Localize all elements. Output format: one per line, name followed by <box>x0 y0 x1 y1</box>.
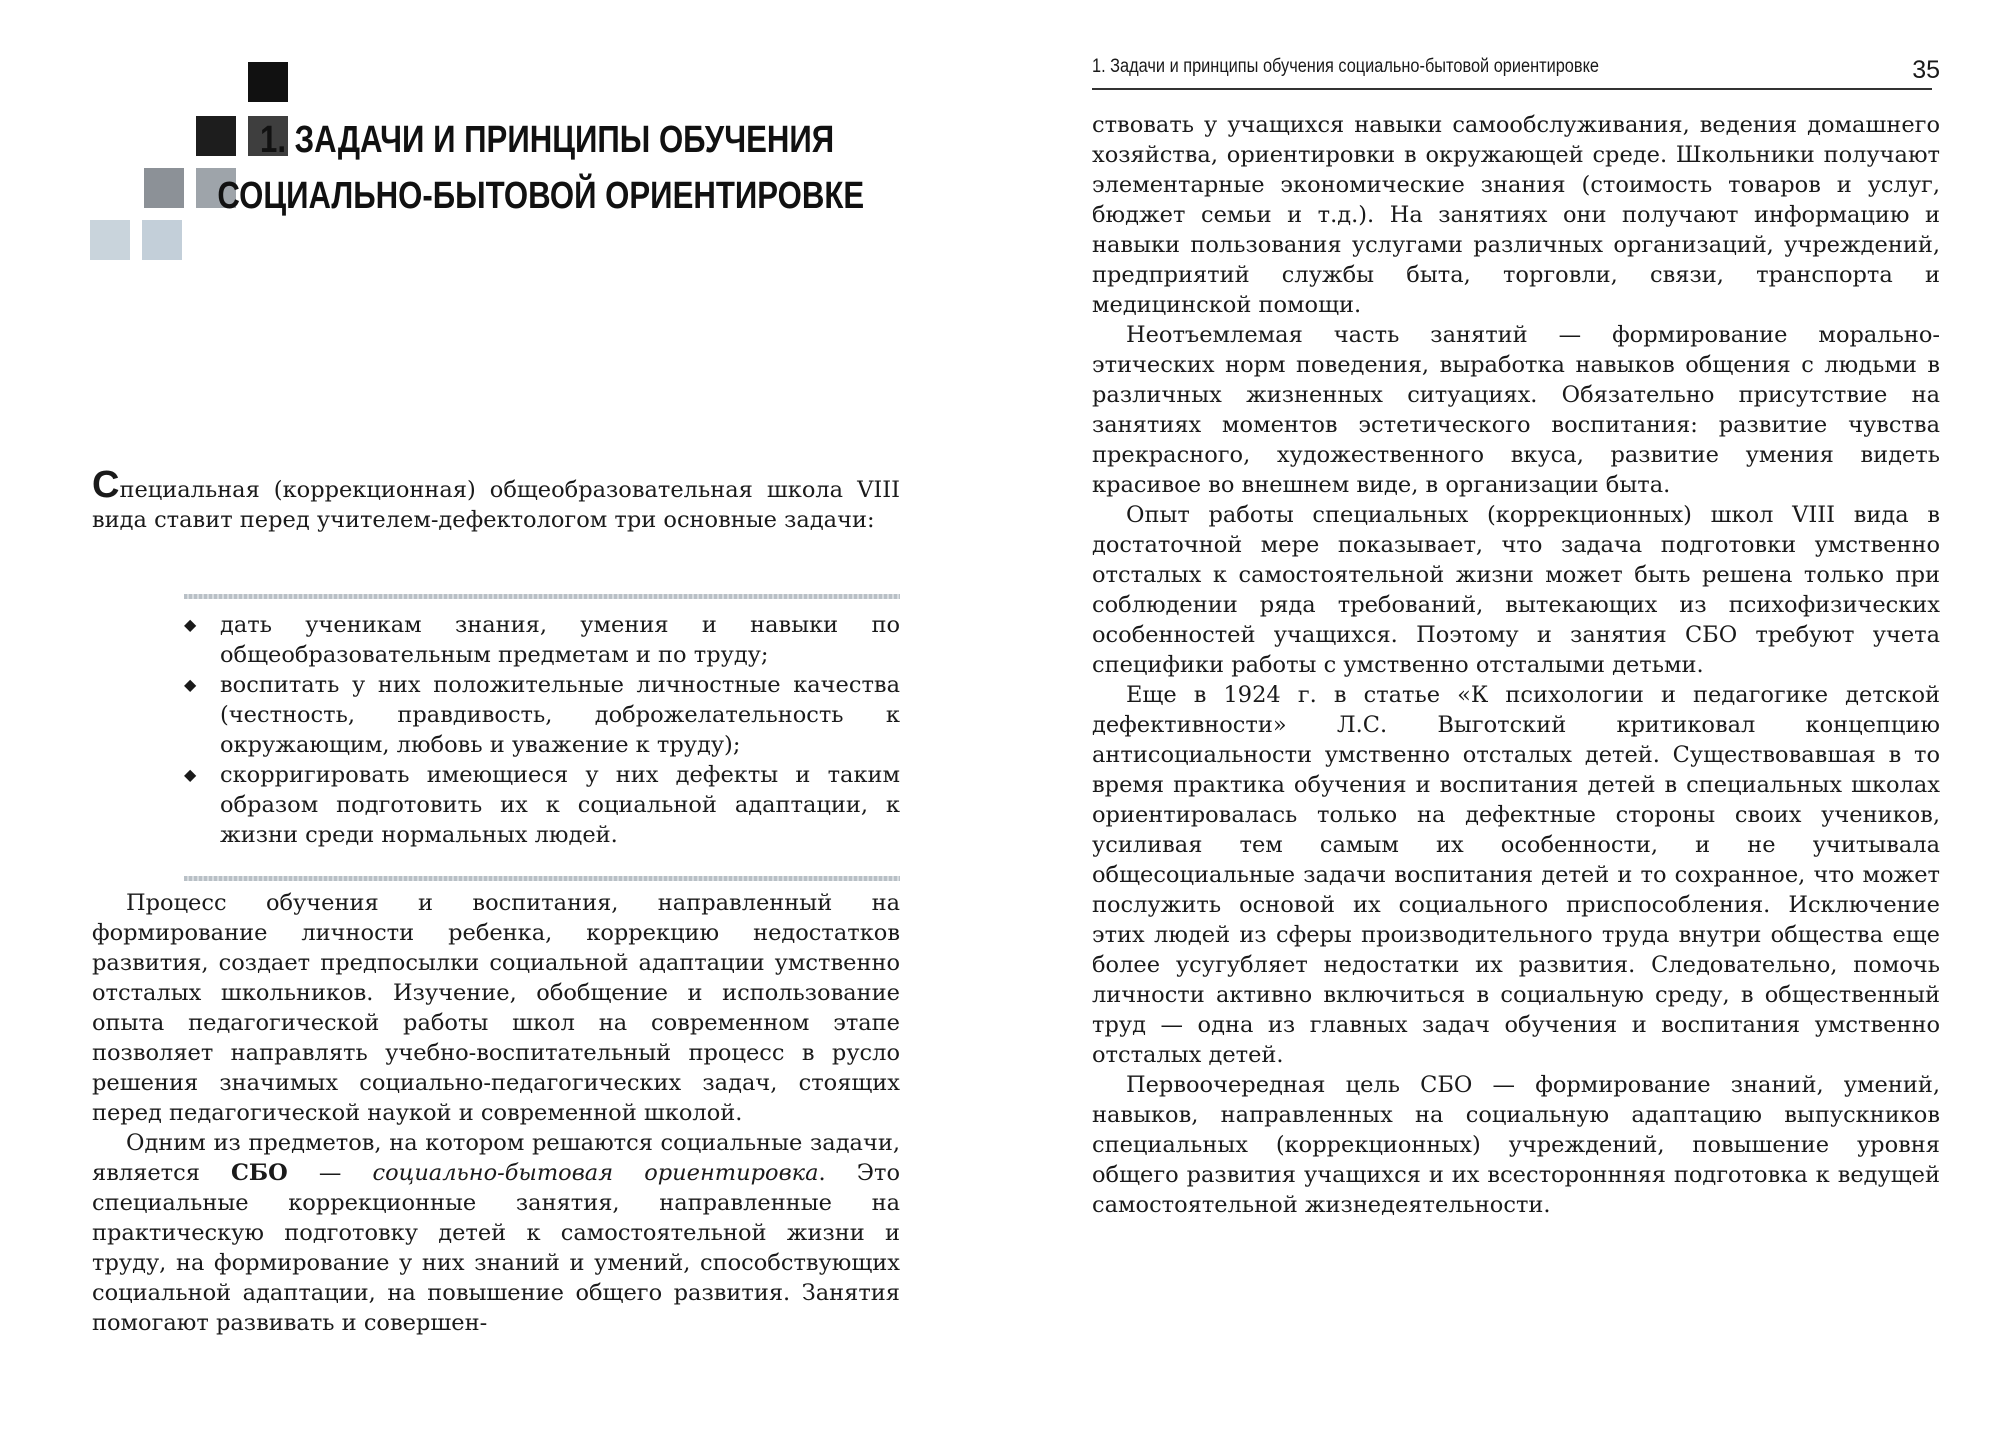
decor-square <box>90 220 130 260</box>
page-number: 35 <box>1912 56 1940 84</box>
divider-top <box>184 594 900 599</box>
list-item: ◆ воспитать у них положительные личностные качества (честность, правдивость, доброжелательность к окружающим, любовь и уважение к труду); <box>184 672 900 758</box>
dropcap: С <box>92 464 120 506</box>
chapter-title-line2: СОЦИАЛЬНО-БЫТОВОЙ ОРИЕНТИРОВКЕ <box>217 175 865 217</box>
paragraph: Неотъемлемая часть занятий — формирование морально-этических норм поведения, выработка навыков общения с людьми в различных жизненных ситуациях. Обязательно присутствие на занятиях моментов эстетического воспитания: развитие чувства прекрасного, художественного вкуса, развитие умения видеть красивое во внешнем виде, в организации быта. <box>1092 322 1940 498</box>
divider-bottom <box>184 876 900 881</box>
diamond-bullet-icon: ◆ <box>184 765 197 784</box>
diamond-bullet-icon: ◆ <box>184 615 197 634</box>
decor-square <box>144 168 184 208</box>
left-body <box>92 888 900 1338</box>
header-rule <box>1092 88 1932 90</box>
paragraph: Процесс обучения и воспитания, направленный на формирование личности ребенка, коррекцию недостатков развития, создает предпосылки социальной адаптации умственно отсталых школьников. Изучение, обобщение и использование опыта педагогической работы школ на современном этапе позволяет направлять учебно-воспитательный процесс в русло решения значимых социально-педагогических задач, стоящих перед педагогической наукой и современной школой. <box>92 890 900 1126</box>
paragraph: Еще в 1924 г. в статье «К психологии и педагогике детской дефективности» Л.С. Выготский критиковал концепцию антисоциальности умственно отсталых детей. Существовавшая в то время практика обучения и воспитания детей в специальных школах ориентировалась только на дефектные стороны своих учеников, усиливая тем самым их особенности, и не учитывала общесоциальные задачи воспитания детей и то сохранное, что может послужить основой их социального приспособления. Исключение этих людей из сферы производительного труда внутри общества еще более усугубляет недостатки их развития. Следовательно, помочь личности активно включиться в социальную среду, в общественный труд — одна из главных задач обучения и воспитания умственно отсталых детей. <box>1092 682 1940 1068</box>
term-definition: социально-бытовая ориентировка <box>372 1160 819 1186</box>
list-item: ◆ дать ученикам знания, умения и навыки по общеобразовательным предметам и по труду; <box>184 612 900 668</box>
paragraph: Одним из предметов, на котором решаются социальные задачи, является СБО — социально-бытовая ориентировка. Это специальные коррекционные занятия, направленные на практическую подготовку детей к самостоятельной жизни и труду, на формирование у них знаний и умений, способствующих социальной адаптации, на повышение общего развития. Занятия помогают развивать и совершен- <box>92 1130 900 1336</box>
chapter-title-line1: 1. ЗАДАЧИ И ПРИНЦИПЫ ОБУЧЕНИЯ <box>260 119 835 161</box>
chapter-title <box>217 112 865 224</box>
right-page <box>1000 0 2000 1450</box>
list-item: ◆ скорригировать имеющиеся у них дефекты и таким образом подготовить их к социальной адаптации, к жизни среди нормальных людей. <box>184 762 900 848</box>
paragraph: Первоочередная цель СБО — формирование знаний, умений, навыков, направленных на социальную адаптацию выпускников специальных (коррекционных) учреждений, повышение уровня общего развития учащихся и их всестороннняя подготовка к ведущей самостоятельной жизнедеятельности. <box>1092 1072 1940 1218</box>
term-sbo: СБО <box>231 1160 288 1186</box>
decor-square <box>142 220 182 260</box>
right-body <box>1092 110 1940 1220</box>
paragraph: Опыт работы специальных (коррекционных) школ VIII вида в достаточной мере показывает, что задача подготовки умственно отсталых к самостоятельной жизни может быть решена только при соблюдении ряда требований, вытекающих из психофизических особенностей учащихся. Поэтому и занятия СБО требуют учета специфики работы с умственно отсталыми детьми. <box>1092 502 1940 678</box>
running-head: 1. Задачи и принципы обучения социально-бытовой ориентировке <box>1092 56 1599 77</box>
diamond-bullet-icon: ◆ <box>184 675 197 694</box>
task-list <box>184 610 900 850</box>
decor-square <box>248 62 288 102</box>
decor-square <box>196 116 236 156</box>
intro-paragraph <box>92 464 900 535</box>
intro-text: пециальная (коррекционная) общеобразовательная школа VIII вида ставит перед учителем-дефектологом три основные задачи: <box>92 477 900 533</box>
paragraph: ствовать у учащихся навыки самообслуживания, ведения домашнего хозяйства, ориентировки в окружающей среде. Школьники получают элементарные экономические знания (стоимость товаров и услуг, бюджет семьи и т.д.). На занятиях они получают информацию и навыки пользования услугами различных организаций, учреждений, предприятий службы быта, торговли, связи, транспорта и медицинской помощи. <box>1092 112 1940 318</box>
